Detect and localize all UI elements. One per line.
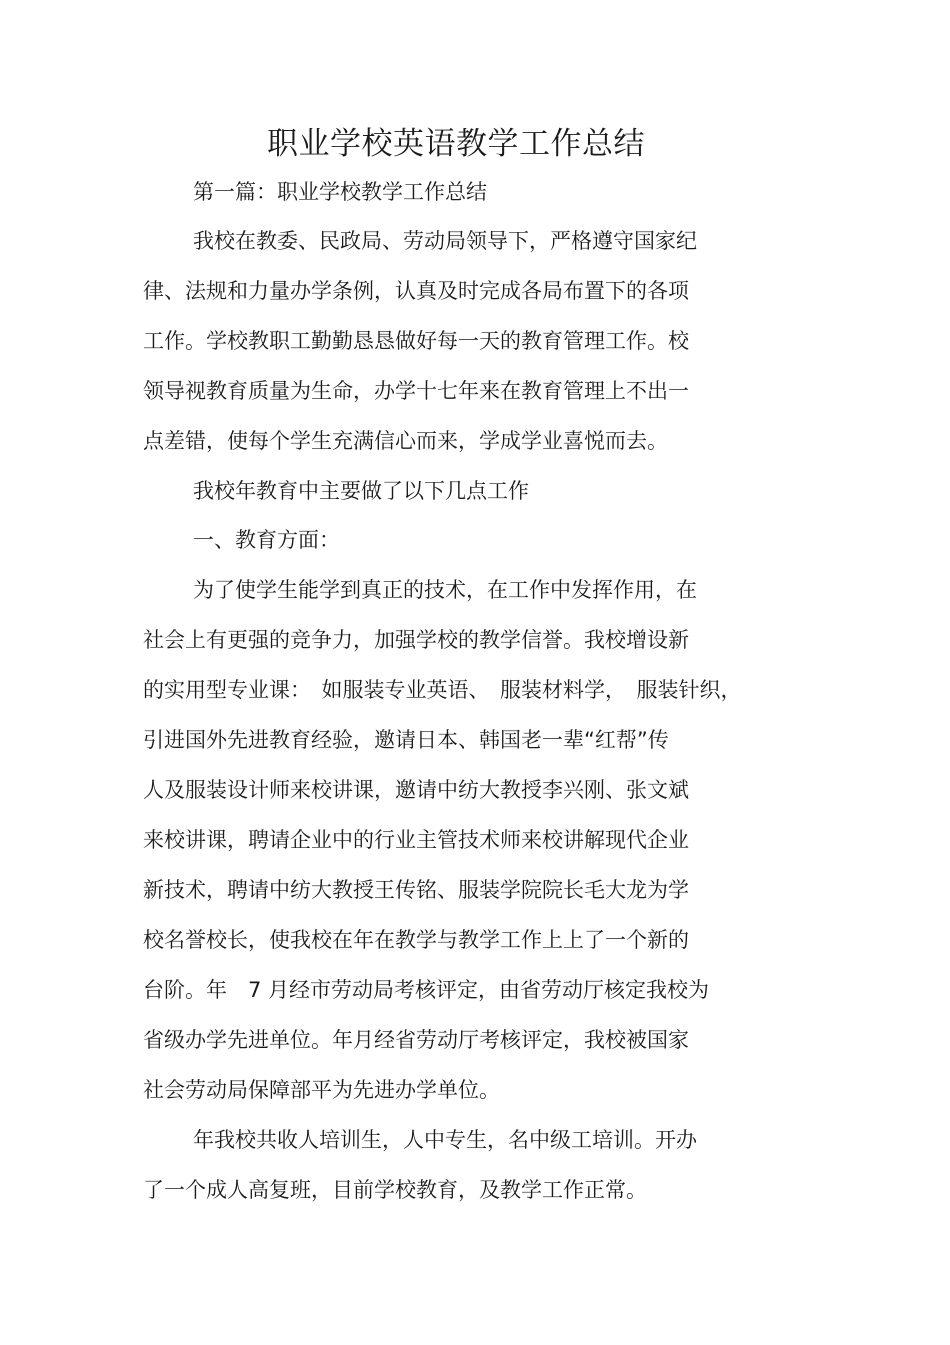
paragraph-line: 新技术，聘请中纺大教授王传铭、服装学院院长毛大龙为学 bbox=[143, 878, 689, 902]
section-heading: 第一篇：职业学校教学工作总结 bbox=[193, 180, 487, 204]
paragraph-line: 省级办学先进单位。年月经省劳动厅考核评定，我校被国家 bbox=[143, 1028, 689, 1052]
paragraph-line: 社会劳动局保障部平为先进办学单位。 bbox=[143, 1078, 500, 1102]
paragraph-line: 工作。学校教职工勤勤恳恳做好每一天的教育管理工作。校 bbox=[143, 329, 689, 353]
paragraph-line: 年我校共收人培训生，人中专生，名中级工培训。开办 bbox=[193, 1128, 697, 1152]
paragraph-line: 校名誉校长，使我校在年在教学与教学工作上上了一个新的 bbox=[143, 928, 689, 952]
paragraph-line: 社会上有更强的竞争力，加强学校的教学信誉。我校增设新 bbox=[143, 628, 689, 652]
paragraph-line: 我校年教育中主要做了以下几点工作 bbox=[193, 479, 529, 503]
paragraph-line: 的实用型专业课： 如服装专业英语、 服装材料学， 服装针织， bbox=[143, 678, 742, 702]
paragraph-line: 台阶。年 7 月经市劳动局考核评定，由省劳动厅核定我校为 bbox=[143, 978, 710, 1002]
subsection-heading: 一、教育方面： bbox=[193, 528, 340, 552]
paragraph-line: 了一个成人高复班，目前学校教育，及教学工作正常。 bbox=[143, 1178, 647, 1202]
paragraph-line: 引进国外先进教育经验，邀请日本、韩国老一辈“红帮”传 bbox=[143, 728, 669, 752]
paragraph-line: 我校在教委、民政局、劳动局领导下，严格遵守国家纪 bbox=[193, 229, 697, 253]
paragraph-line: 领导视教育质量为生命，办学十七年来在教育管理上不出一 bbox=[143, 379, 689, 403]
document-title: 职业学校英语教学工作总结 bbox=[267, 126, 645, 162]
paragraph-line: 为了使学生能学到真正的技术，在工作中发挥作用，在 bbox=[193, 578, 697, 602]
paragraph-line: 人及服装设计师来校讲课，邀请中纺大教授李兴刚、张文斌 bbox=[143, 778, 689, 802]
paragraph-line: 点差错，使每个学生充满信心而来，学成学业喜悦而去。 bbox=[143, 429, 668, 453]
paragraph-line: 来校讲课，聘请企业中的行业主管技术师来校讲解现代企业 bbox=[143, 828, 689, 852]
paragraph-line: 律、法规和力量办学条例，认真及时完成各局布置下的各项 bbox=[143, 279, 689, 303]
